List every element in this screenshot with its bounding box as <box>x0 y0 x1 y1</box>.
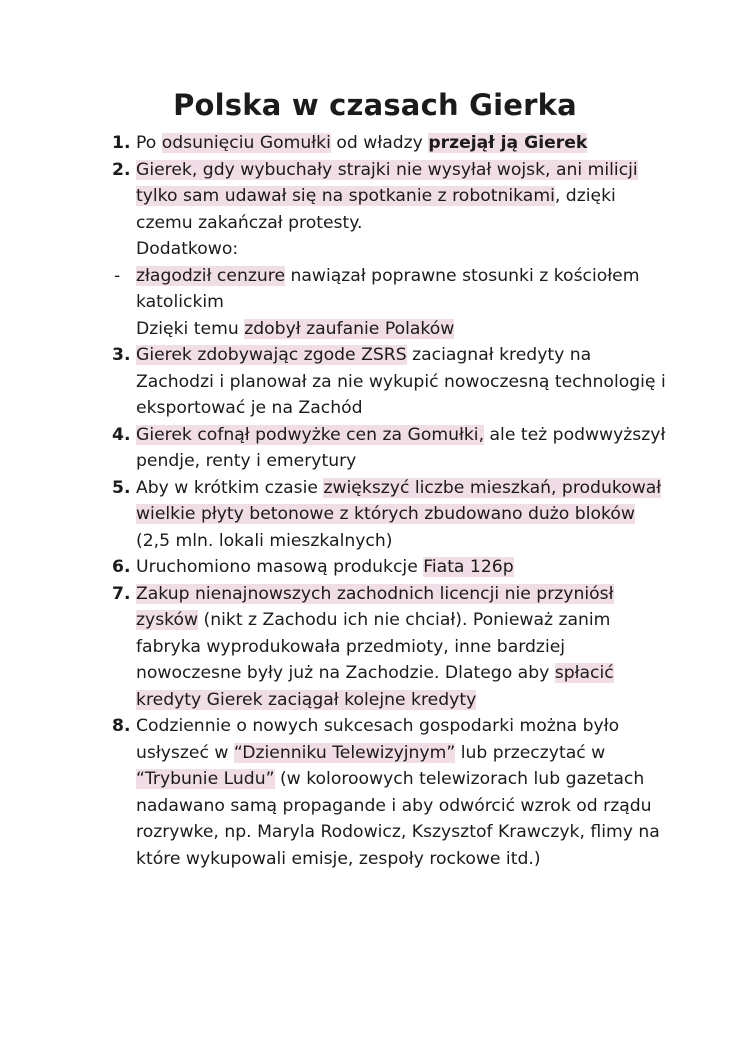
highlighted-text: złagodził cenzure <box>136 265 286 286</box>
list-item <box>112 263 672 343</box>
highlighted-text: Gierek cofnął podwyżke cen za Gomułki, <box>136 424 485 445</box>
item-number: 4. <box>112 424 131 445</box>
highlighted-text: odsunięciu Gomułki <box>161 133 331 153</box>
item-text: (w koloroowych telewizorach lub gazetach nadawano samą propagande i aby odwórcić wzrok od rządu rozrywke, np. Maryla Rodowicz, Kszysztof Krawczyk, flimy na które wykupowali emisje, zespoły rockowe itd.) <box>136 769 660 869</box>
list-item <box>112 554 672 581</box>
highlighted-text: przejął ją Gierek <box>428 133 588 153</box>
highlighted-text: Gierek zdobywając zgode ZSRS <box>136 345 407 365</box>
highlighted-text: zwiększyć liczbe mieszkań, produkował wielkie płyty betonowe z których zbudowano dużo bloków <box>136 477 662 524</box>
item-text: Po <box>136 133 162 153</box>
item-number: 2. <box>112 159 131 180</box>
highlighted-text: spłacić kredyty Gierek zaciągał kolejne kredyty <box>136 663 614 710</box>
item-text: (nikt z Zachodu ich nie chciał). Ponieważ zanim fabryka wyprodukowała przedmioty, inne bardziej nowoczesne były już na Zachodzie. Dlatego aby <box>136 610 611 683</box>
highlighted-text: Fiata 126p <box>423 557 514 577</box>
item-text: ale też podwwyższył pendje, renty i emerytury <box>136 424 666 471</box>
page-title: Polska w czasach Gierka <box>173 88 577 122</box>
item-text: od władzy <box>330 133 429 153</box>
item-number: 3. <box>112 345 131 365</box>
item-text: Dzięki temu <box>136 318 245 339</box>
highlighted-text: “Trybunie Ludu” <box>136 769 275 789</box>
item-text: Uruchomiono masową produkcje <box>136 557 424 577</box>
dash-marker: - <box>114 265 121 286</box>
highlighted-text: Zakup nienajnowszych zachodnich licencji nie przyniósł zysków <box>136 583 614 630</box>
item-text: zaciagnał kredyty na Zachodzi i planował za nie wykupić nowoczesną technologię i eksportować je na Zachód <box>136 345 666 418</box>
highlighted-text: “Dzienniku Telewizyjnym” <box>233 742 456 763</box>
item-text: nawiązał poprawne stosunki z kościołem katolickim <box>136 265 640 312</box>
item-text: lub przeczytać w <box>455 742 606 763</box>
list-item <box>112 130 672 157</box>
highlighted-text: Gierek, gdy wybuchały strajki nie wysyłał wojsk, ani milicji tylko sam udawał się na spotkanie z robotnikami <box>136 159 638 206</box>
list-item <box>112 713 672 872</box>
numbered-list <box>112 130 672 872</box>
item-number: 7. <box>112 583 131 604</box>
item-number: 8. <box>112 716 131 736</box>
list-item <box>112 342 672 422</box>
list-item <box>112 422 672 475</box>
list-item <box>112 157 672 263</box>
highlighted-text: zdobył zaufanie Polaków <box>244 318 455 339</box>
item-number: 5. <box>112 477 131 498</box>
list-item <box>112 475 672 555</box>
item-text: Codziennie o nowych sukcesach gospodarki można było usłyszeć w <box>136 716 620 763</box>
item-text: (2,5 mln. lokali mieszkalnych) <box>136 530 393 551</box>
list-item <box>112 581 672 714</box>
item-text: Dodatkowo: <box>136 239 239 259</box>
item-text: , dzięki czemu zakańczał protesty. <box>136 186 616 233</box>
item-text: Aby w krótkim czasie <box>136 477 324 498</box>
item-number: 6. <box>112 557 131 577</box>
item-number: 1. <box>112 133 131 153</box>
